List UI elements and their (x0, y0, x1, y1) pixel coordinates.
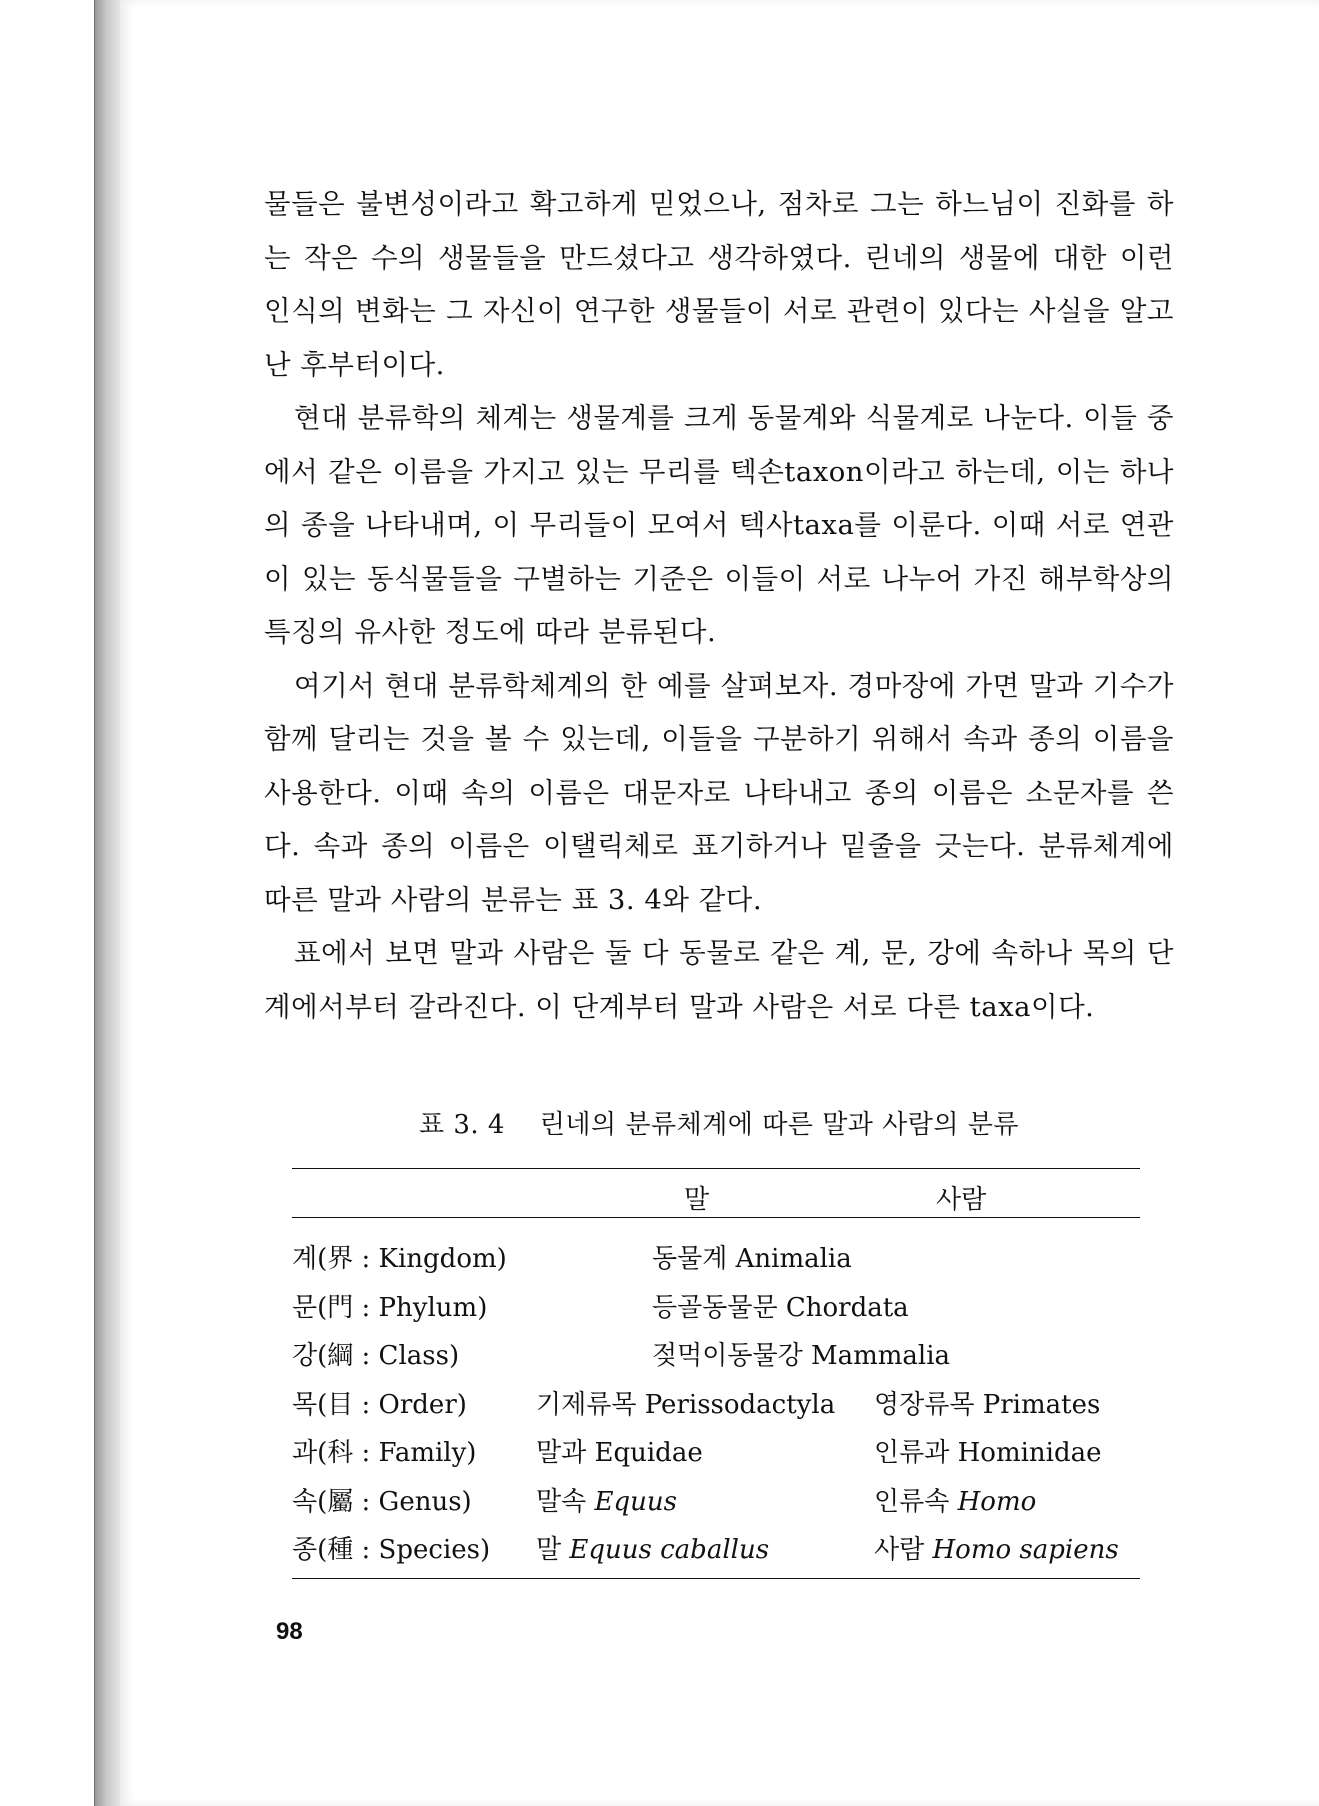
horse-cell (536, 1384, 835, 1421)
human-latin-name: Homo sapiens (932, 1535, 1119, 1565)
rank-cell: 강(綱 : Class) (292, 1341, 460, 1371)
paragraph: 표에서 보면 말과 사람은 둘 다 동물로 같은 계, 문, 강에 속하나 목의 단계에서부터 갈라진다. 이 단계부터 말과 사람은 서로 다른 taxa이다. (264, 937, 1174, 1023)
rank-cell: 과(科 : Family) (292, 1438, 477, 1468)
human-latin-name: Primates (982, 1389, 1101, 1420)
page-number: 98 (276, 1618, 303, 1645)
human-korean-name: 인류속 (874, 1486, 950, 1517)
book-spine-edge (94, 0, 122, 1806)
shared-cell: 젖먹이동물강 Mammalia (652, 1341, 951, 1371)
table-row (292, 1232, 1140, 1281)
table-row (292, 1426, 1140, 1475)
rank-cell: 목(目 : Order) (292, 1389, 467, 1420)
shared-cell: 등골동물문 Chordata (652, 1292, 909, 1323)
table-caption (264, 1104, 1174, 1141)
horse-latin-name: Equus caballus (569, 1535, 770, 1565)
table-header (292, 1169, 1140, 1217)
table-row (292, 1523, 1140, 1572)
paragraph: 여기서 현대 분류학체계의 한 예를 살펴보자. 경마장에 가면 말과 기수가 함께 달리는 것을 볼 수 있는데, 이들을 구분하기 위해서 속과 종의 이름을 사용한다. 이때 속의 이름은 대문자로 나타내고 종의 이름은 소문자를 쓴다. 속과 종의 이름은 이탤릭체로 표기하거나 밑줄을 긋는다. 분류체계에 따른 말과 사람의 분류는 표 3. 4와 같다. (264, 669, 1174, 916)
human-latin-name: Homo (957, 1486, 1037, 1517)
body-text (264, 178, 1174, 1034)
human-korean-name: 영장류목 (874, 1389, 975, 1420)
paragraph: 물들은 불변성이라고 확고하게 믿었으나, 점차로 그는 하느님이 진화를 하는 작은 수의 생물들을 만드셨다고 생각하였다. 린네의 생물에 대한 이런 인식의 변화는 그 자신이 연구한 생물들이 서로 관련이 있다는 사실을 알고 난 후부터이다. (264, 188, 1174, 381)
human-cell (874, 1384, 1100, 1421)
human-cell (874, 1432, 1102, 1469)
rank-cell: 계(界 : Kingdom) (292, 1244, 507, 1274)
table-body (292, 1218, 1140, 1578)
rank-cell: 속(屬 : Genus) (292, 1486, 472, 1517)
horse-korean-name: 말과 (536, 1438, 587, 1468)
rank-cell: 종(種 : Species) (292, 1535, 491, 1565)
horse-cell (536, 1481, 677, 1518)
horse-latin-name: Equidae (594, 1438, 703, 1468)
shared-cell: 동물계 Animalia (652, 1244, 852, 1274)
column-header-human: 사람 (936, 1185, 987, 1215)
horse-latin-name: Equus (594, 1486, 677, 1517)
taxonomy-table (292, 1168, 1140, 1579)
human-cell (874, 1481, 1036, 1518)
rank-cell: 문(門 : Phylum) (292, 1292, 488, 1323)
table-row (292, 1281, 1140, 1330)
table-row (292, 1378, 1140, 1427)
table-bottom-rule (292, 1578, 1140, 1579)
horse-cell (536, 1529, 769, 1566)
human-latin-name: Hominidae (957, 1438, 1102, 1468)
horse-korean-name: 기제류목 (536, 1389, 637, 1420)
human-cell (874, 1529, 1119, 1566)
human-korean-name: 사람 (874, 1535, 925, 1565)
table-caption-title: 린네의 분류체계에 따른 말과 사람의 분류 (539, 1110, 1020, 1140)
horse-korean-name: 말속 (536, 1486, 587, 1517)
horse-cell (536, 1432, 703, 1469)
table-row (292, 1329, 1140, 1378)
paragraph: 현대 분류학의 체계는 생물계를 크게 동물계와 식물계로 나눈다. 이들 중에서 같은 이름을 가지고 있는 무리를 텍손taxon이라고 하는데, 이는 하나의 종을 나타내며, 이 무리들이 모여서 텍사taxa를 이룬다. 이때 서로 연관이 있는 동식물들을 구별하는 기준은 이들이 서로 나누어 가진 해부학상의 특징의 유사한 정도에 따라 분류된다. (264, 402, 1175, 648)
horse-korean-name: 말 (536, 1535, 562, 1565)
column-header-horse: 말 (684, 1185, 710, 1215)
human-korean-name: 인류과 (874, 1438, 950, 1468)
horse-latin-name: Perissodactyla (644, 1389, 836, 1420)
table-caption-number: 표 3. 4 (418, 1110, 505, 1140)
table-row (292, 1475, 1140, 1524)
